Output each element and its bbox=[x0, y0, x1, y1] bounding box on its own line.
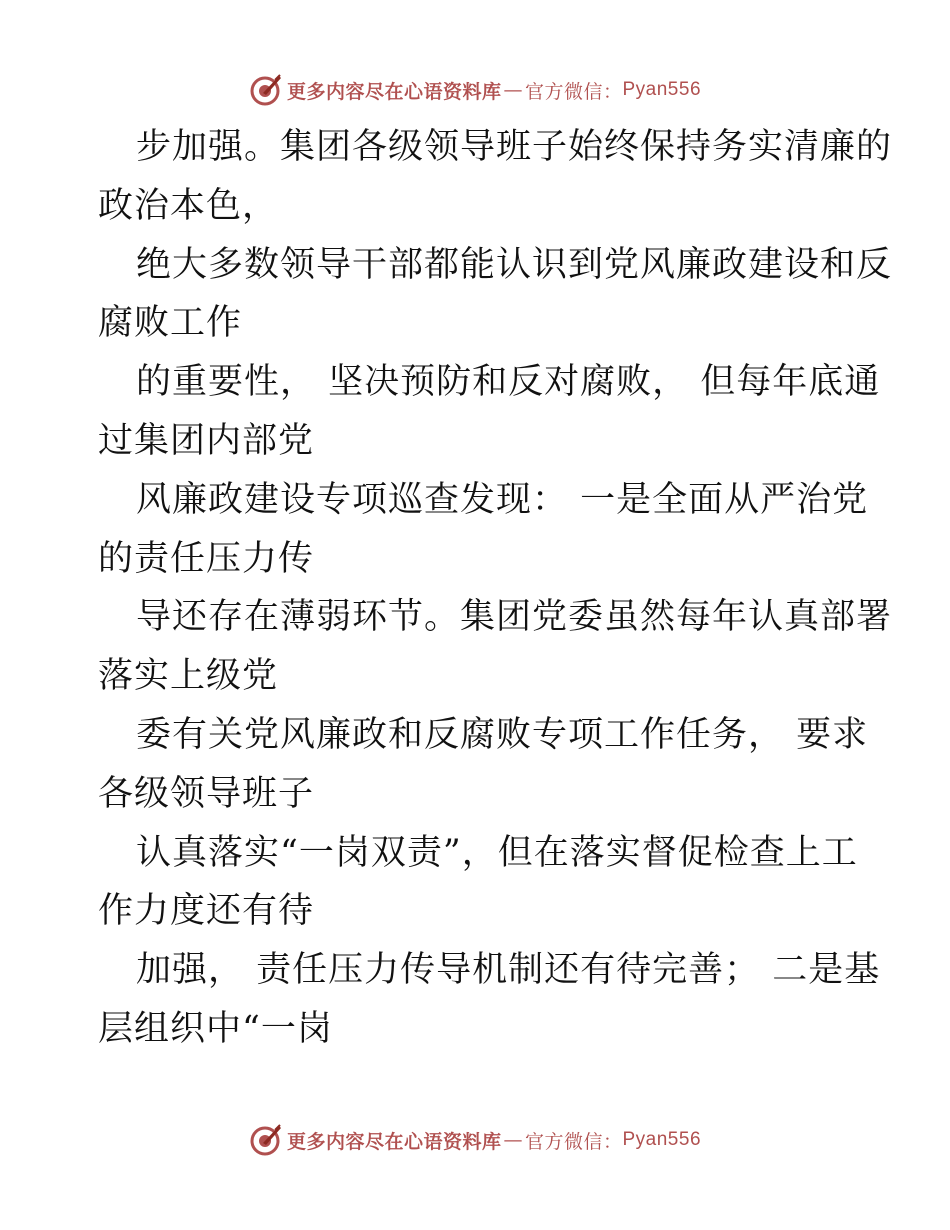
text-line: 层组织中“一岗 bbox=[98, 1008, 333, 1049]
watermark-dash: — bbox=[503, 1129, 523, 1151]
watermark-wechat-label: 官方微信： bbox=[524, 1130, 623, 1153]
text-line: 风廉政建设专项巡查发现： 一是全面从严治党 bbox=[136, 479, 869, 520]
watermark-slogan: 更多内容尽在心语资料库 bbox=[286, 1130, 502, 1153]
pen-feather-logo-icon bbox=[249, 1123, 283, 1157]
text-line: 认真落实“一岗双责”，但在落实督促检查上工 bbox=[136, 832, 858, 873]
header-watermark bbox=[0, 70, 950, 110]
text-line: 委有关党风廉政和反腐败专项工作任务， 要求 bbox=[136, 714, 869, 755]
pen-feather-logo-icon bbox=[249, 73, 283, 107]
text-line: 作力度还有待 bbox=[98, 891, 315, 932]
text-line: 的责任压力传 bbox=[98, 538, 315, 579]
text-line: 落实上级党 bbox=[98, 656, 279, 697]
text-line: 步加强。集团各级领导班子始终保持务实清廉的 bbox=[136, 127, 893, 167]
footer-watermark bbox=[0, 1120, 950, 1160]
watermark-wechat-label: 官方微信： bbox=[524, 80, 623, 103]
text-line: 腐败工作 bbox=[98, 303, 243, 344]
text-line: 过集团内部党 bbox=[98, 420, 315, 461]
text-line: 政治本色， bbox=[98, 185, 279, 226]
watermark-slogan: 更多内容尽在心语资料库 bbox=[286, 80, 502, 103]
text-line: 的重要性， 坚决预防和反对腐败， 但每年底通 bbox=[136, 362, 881, 403]
text-line: 各级领导班子 bbox=[98, 773, 315, 814]
document-body bbox=[98, 118, 893, 1059]
text-line: 加强， 责任压力传导机制还有待完善； 二是基 bbox=[136, 950, 881, 991]
watermark-wechat-id: Pyan556 bbox=[622, 79, 702, 100]
text-line: 绝大多数领导干部都能认识到党风廉政建设和反 bbox=[136, 244, 893, 285]
text-line: 导还存在薄弱环节。集团党委虽然每年认真部署 bbox=[136, 597, 893, 638]
watermark-wechat-id: Pyan556 bbox=[622, 1129, 702, 1150]
watermark-dash: — bbox=[503, 79, 523, 101]
